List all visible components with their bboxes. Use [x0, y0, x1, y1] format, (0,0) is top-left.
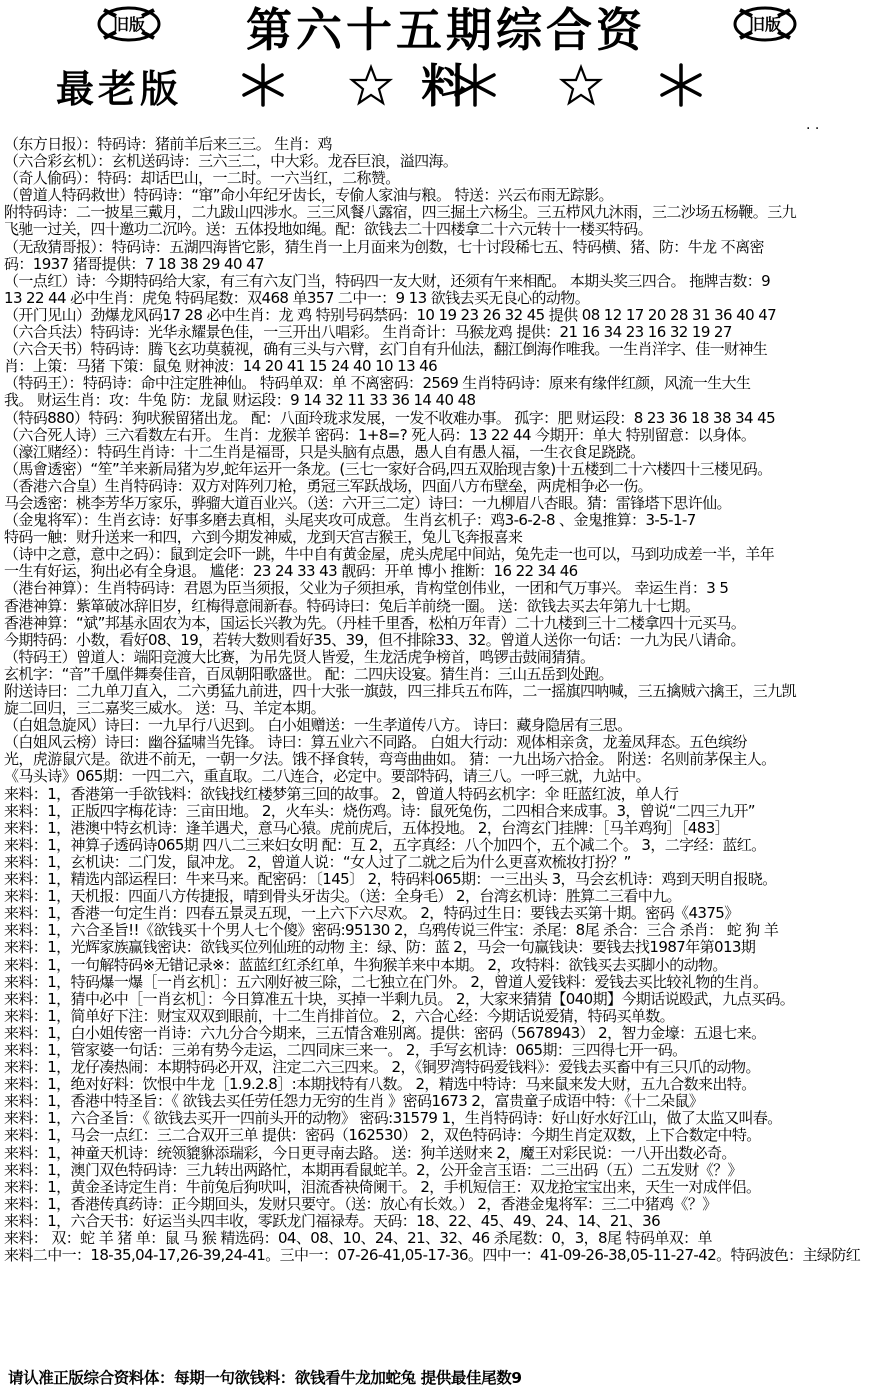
text-line: 来料：1，正版四字梅花诗：三亩田地。 2，火车头：烧伤鸡。诗：鼠死兔伤，二四相合来成事。3，曾说“二四三九开” [4, 802, 755, 820]
logo-right [732, 4, 798, 44]
text-line: 13 22 44 必中生肖：虎兔 特码尾数：双468 单357 二中一：9 13 欲钱去买无良心的动物。 [4, 289, 590, 307]
old-edition-logo-icon [732, 4, 798, 44]
text-line: 附特码诗：二一披星三戴月，二九跋山四涉水。三三风餐八露宿，四三掘土六杨尘。三五栉风九沐雨，三二沙场五杨鞭。三九 [4, 204, 797, 222]
text-line: 来料：1，玄机诀：二门发，鼠冲龙。 2，曾道人说：“女人过了二就之后为什么更喜欢梳妆打扮？” [4, 853, 631, 871]
text-line: 香港神算：“斌”邦基永固农为本，国运长兴教为先。（丹桂千里香，松柏万年青）二十九楼到三十二楼拿四十元买马。 [4, 614, 746, 632]
text-line: 来料：1，绝对好料：饮恨中牛龙［1.9.2.8］:本期找特有八数。 2，精选中特诗：马来鼠来发大财，五九合数来出特。 [4, 1076, 756, 1094]
star-row [240, 62, 710, 108]
text-line: （奇人偷码）：特码：却话巴山，一二时。一六当红，二称赞。 [4, 170, 400, 188]
text-line: 来料：1，管家婆一句话：三弟有势今走运，二四同床三来一。 2，手写玄机诗：065期：三四得七开一码。 [4, 1041, 687, 1059]
text-line: 来料： 双：蛇 羊 猪 单：鼠 马 猴 精选码：04、08、10、24、21、32、46 杀尾数：0，3，8尾 特码单双：单 [4, 1230, 712, 1247]
text-line: 我。 财运生肖：攻：牛兔 防：龙鼠 财运段：9 14 32 11 33 36 14 40 48 [4, 392, 476, 410]
text-line: （东方日报）：特码诗：猪前羊后来三三。 生肖：鸡 [4, 136, 332, 153]
text-line: 来料：1，六合圣旨!!《欲钱买十个男人七个傻》密码:95130 2，乌鸦传说三件宝：杀尾：8尾 杀合：三合 杀肖： 蛇 狗 羊 [4, 922, 779, 940]
text-line: 来料：1，港澳中特玄机诗：逢羊遇犬，意马心猿。虎前虎后，五体投地。 2，台湾玄门挂牌：［马羊鸡狗］［483］ [4, 819, 730, 837]
text-line: 来料：1，黄金圣诗定生肖：牛前兔后狗吠叫，泪流香袂倚阑干。 2，手机短信王：双龙抢宝宝出来，天生一对成伴侣。 [4, 1178, 761, 1196]
text-line: 今期特码：小数，看好08、19，若转大数则看好35、39，但不排除33、32。曾道人送你一句话：一九为民八请命。 [4, 631, 745, 649]
logo-right-text: 旧版 [748, 15, 782, 34]
text-line: 来料：1，香港一句定生肖：四春五景灵五现，一上六下六尽欢。 2，特码过生日：要钱去买第十期。密码《4375》 [4, 905, 739, 923]
text-line: （馬會透密）“笙”羊来新局猪为岁,蛇年运开一条龙。(三七一家好合码,四五双胎现吉象)十五楼到二十六楼四十三楼见码。 [4, 460, 772, 478]
outline-star-icon [348, 62, 394, 108]
text-line: 一生有好运，狗出必有全身退。 尴佬：23 24 33 43 靓码：开单 博小 推断：16 22 34 46 [4, 563, 578, 581]
text-line: 来料：1，神童天机诗：统领貔貅添瑞彩，今日更寻南去路。 送：狗羊送财来 2，魔王对彩民说：一八开出数必奇。 [4, 1144, 736, 1162]
text-line: 来料：1，香港传真药诗：正今期回头，发财只要守。（送：放心有长效。） 2，香港金鬼将军：三二中猪鸡《？》 [4, 1195, 717, 1213]
logo-left-text: 旧版 [112, 15, 146, 34]
text-line: 附送诗曰：二九单刀直入，二六勇猛九前进，四十大张一旗鼓，四三排兵五布阵，二一摇旗四呐喊，三五擒贼六擒王，三九凯 [4, 683, 797, 700]
text-line: 来料：1，一句解特码※无错记录※：蓝蓝红红杀红单，牛狗猴羊来中本期。 2，攻特料：欲钱买去买脚小的动物。 [4, 956, 727, 974]
text-line: 香港神算：紫箪破冰辞旧岁，红梅得意闹新春。特码诗曰：兔后羊前绕一圈。 送：欲钱去买去年第九十七期。 [4, 597, 700, 615]
corner-dots: . . [806, 117, 820, 133]
text-line: （金鬼将军）：生肖玄诗：好事多磨去真相，头尾夹攻可成意。 生肖玄机子：鸡3-6-2-8 、金鬼推算：3-5-1-7 [4, 512, 696, 530]
asterisk-star-icon [240, 62, 286, 108]
text-line: （特码880）特码：狗吠猴留猪出龙。 配：八面玲珑求发展，一发不收难办事。 孤字：肥 财运段：8 23 36 18 38 34 45 [4, 409, 776, 427]
text-line: 来料：1，六合天书：好运当头四丰收，零跃龙门福禄寿。天码：18、22、45、49、24、14、21、36 [4, 1212, 661, 1230]
edition-label: 最老版 [56, 66, 183, 111]
text-line: （曾道人特码救世）特码诗：“窜”命小年纪牙齿长，专偷人家油与粮。 特送：兴云布雨无踪影。 [4, 187, 613, 205]
text-line: 光，虎游鼠穴是。欲进不前无，一朝一夕法。饿不择食转，弯弯曲曲如。 猜：一九出场六拾金。 附送：名则前茅保主人。 [4, 751, 776, 769]
text-line: （六合兵法）特码诗：光华永耀景色佳，一三开出八唱彩。 生肖奇计：马猴龙鸡 提供：21 16 34 23 16 32 19 27 [4, 324, 732, 342]
footer-banner: 请认准正版综合资料体：每期一句欲钱料：欲钱看牛龙加蛇兔 提供最佳尾数9 [8, 1369, 522, 1387]
text-line: 来料二中一：18-35,04-17,26-39,24-41。三中一：07-26-41,05-17-36。四中一：41-09-26-38,05-11-27-42。特码波色：主绿防红 [4, 1247, 861, 1265]
asterisk-star-icon [658, 62, 704, 108]
logo-left [96, 4, 162, 44]
text-line: 码：1937 猪哥提供：7 18 38 29 40 47 [4, 255, 264, 273]
text-line: 特码一触：财升送来一和四，六到今期发神威，龙到天宫吉猴王，兔儿飞奔报喜来 [4, 529, 523, 547]
page-title: 第六十五期综合资料 [246, 3, 646, 113]
text-line: 飞驰一过关，四十邀功二沉吟。送：五体投地如绳。配：欲钱去二十四楼拿二十六元转十一楼买特码。 [4, 221, 653, 239]
text-line: 来料：1，香港中特圣旨：《 欲钱去买任劳任怨力无穷的生肖 》密码1673 2，富贵童子成语中特：《十二朵鼠》 [4, 1093, 704, 1111]
text-line: 肖：上策：马猪 下策：鼠兔 财神波：14 20 41 15 24 40 10 13 46 [4, 358, 438, 376]
text-line: 来料：1，猜中必中［一肖玄机］：今日算准五十块，买掉一半剩九员。 2，大家来猜猜【040期】今期话说殴武，九点买码。 [4, 990, 795, 1008]
text-line: （一点红）诗：今期特码给大家，有三有六友门当，特码四一友大财，还须有午来相配。 本期头奖三四合。 拖牌吉数：9 [4, 272, 771, 290]
text-line: 来料：1，神算子透码诗065期 四八二三来妇女明 配：互 2，五字真经：八个加四个，五个减二个。 3，二字经：蓝红。 [4, 836, 766, 854]
text-line: （六合彩玄机）：玄机送码诗：三六三二，中大彩。龙吞巨浪，溢四海。 [4, 153, 458, 171]
text-line: 来料：1，澳门双色特码诗：三九转出两路忙，本期再看鼠蛇羊。2，公开金言玉语：二三出码（五）二五发财《？》 [4, 1161, 742, 1179]
header [0, 0, 894, 133]
text-line: 来料：1，龙仔凑热闹：本期特码必开双，注定二六三四来。 2，《铜罗湾特码爱钱料》：爱钱去买畜中有三只爪的动物。 [4, 1059, 760, 1077]
text-line: （无敌猜哥报）：特码诗：五湖四海皆它影，猜生肖一上月面来为创数，七十讨段稀七五、特码横、猪、防：牛龙 不离密 [4, 238, 764, 256]
text-line: 来料：1，香港第一手欲钱料：欲钱找红楼梦第三回的故事。 2，曾道人特码玄机字：伞 旺蓝红波，单人行 [4, 785, 679, 803]
text-line: （白姐风云榜）诗曰：幽谷猛啸当先锋。 诗曰：算五业六不同路。 白姐大行动：观体相亲贪，龙羞凤拜态。五色缤纷 [4, 734, 747, 752]
old-edition-logo-icon [96, 4, 162, 44]
text-line: 来料：1，特码爆一爆［一肖玄机］：五六刚好被三除，二七独立在门外。 2，曾道人爱钱料：爱钱去买比较礼物的生肖。 [4, 973, 768, 991]
text-line: 来料：1，白小姐传密一肖诗：六九分合今期来，三五情含难别离。提供：密码（5678943） 2，智力金壕：五退七来。 [4, 1024, 766, 1042]
text-line: （六合死人诗）三六看数左右开。 生肖：龙猴羊 密码：1+8=? 死人码：13 22 44 今期开：单大 特别留意：以身体。 [4, 426, 756, 444]
text-line: （诗中之意，意中之码）：鼠到定会吓一跳，牛中自有黄金屋，虎头虎尾中间站，兔先走一也可以，马到功成差一半，羊年 [4, 546, 775, 564]
text-line: 来料：1，六合圣旨：《 欲钱去买开一四前头开的动物》 密码:31579 1，生肖特码诗：好山好水好江山，做了太监又叫春。 [4, 1110, 782, 1128]
text-line: 来料：1，简单好下注：财宝双双到眼前，十二生肖排首位。 2，六合心经：今期话说爱猜，特码买单数。 [4, 1007, 675, 1025]
text-line: （特码王）曾道人：端阳竞渡大比赛，为吊先贤人皆爱，生龙活虎争榜首，鸣锣击鼓闹猜猜。 [4, 648, 595, 666]
text-line: （濠江赌经）：特码生肖诗：十二生肖是福哥，只是头脑有点愚，愚人自有愚人福，一生衣食足跷跷。 [4, 443, 645, 461]
text-line: （六合天书）特码诗：腾飞玄功莫藐视，确有三头与六臂，玄门自有升仙法，翻江倒海作唯我。一生肖洋字、佳一财神生 [4, 341, 768, 359]
outline-star-icon [558, 62, 604, 108]
text-line: 来料：1，光辉家族赢钱密诀：欲钱买位列仙班的动物 主：绿、防：蓝 2，马会一句赢钱诀：要钱去找1987年第013期 [4, 939, 756, 957]
text-line: （香港六合皇）生肖特码诗：双方对阵列刀枪，勇冠三军跃战场，四面八方布壁垒，两虎相争必一伤。 [4, 477, 653, 495]
text-line: （特码王）：特码诗：命中注定胜神仙。 特码单双：单 不离密码：2569 生肖特码诗：原来有缘伴红颜，风流一生大生 [4, 375, 751, 393]
text-line: 来料：1，精选内部运程曰：牛来马来。配密码：〔145〕 2，特码料065期：一三出头 3，马会玄机诗：鸡到天明自报晓。 [4, 871, 777, 889]
text-line: 来料：1，天机报：四面八方传捷报，晴到骨头牙齿尖。（送：全身毛） 2，台湾玄机诗：胜算二三看中九。 [4, 888, 681, 906]
text-line: 来料：1，马会一点红：三二合双开三单 提供：密码（162530） 2，双色特码诗：今期生肖定双数，上下合数定中特。 [4, 1127, 761, 1145]
text-line: 旋二回归，三二嘉奖三威水。 送：马、羊定本期。 [4, 700, 325, 718]
text-line: （开门见山）劲爆龙风码17 28 必中生肖：龙 鸡 特别号码禁码：10 19 23 26 32 45 提供 08 12 17 20 28 31 36 40 47 [4, 306, 777, 324]
text-line: （白姐急旋风）诗曰：一九早行八迟到。 白小姐赠送：一生孝道传八方。 诗曰：藏身隐居有三思。 [4, 717, 632, 735]
text-line: 玄机字：“音”千凰伴舞奏佳音，百凤朝阳歌盛世。 配：二四庆设宴。猜生肖：三山五岳到处跑。 [4, 665, 613, 683]
content-body [4, 136, 892, 1264]
text-line: 马会透密：桃李芳华万家乐，骅骝大道百业兴。（送：六开三二定）诗曰：一九柳眉八杏眼。猜：雷锋塔下思许仙。 [4, 494, 731, 512]
asterisk-star-icon [452, 62, 498, 108]
text-line: 《马头诗》065期：一四二六，重直取。二八连合，必定中。要部特码，请三八。一呼三就，九站中。 [4, 768, 651, 786]
text-line: （港台神算）：生肖特码诗：君恩为臣当须报，父业为子须担承，肯构堂创伟业，一团和气万事兴。 幸运生肖：3 5 [4, 580, 729, 598]
